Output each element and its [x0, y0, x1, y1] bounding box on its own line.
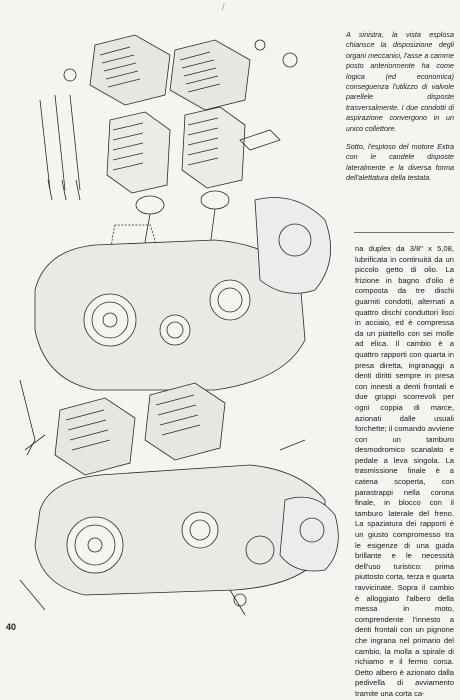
caption-paragraph-1: A sinistra, la vista esplosa chiarisce la disposizione degli organi meccanici, l'asse a camme posto anteriormente ha come logica (ed economica) conseguenza l'utilizzo di valvole parellele disposte trasversalmente. I due condotti di aspirazione convergono in un unico collettore.: [346, 30, 454, 133]
exploded-engine-bottom: [20, 383, 338, 615]
image-caption: [346, 30, 454, 192]
divider: [354, 232, 454, 233]
article-body-text: na duplex da 3/8" x 5,08, lubrificata in continuità da un piccolo getto di olio. La frizione in bagno d'olio è composta da tre dischi guarniti condotti, alternati a quattro dischi conduttori lisci in acciaio, ed è compressa da un piattello con sei molle ad elica. Il cambio è a quattro rapporti con quarta in presa diretta, ingranaggi a denti diritti sempre in presa con innesti a denti frontali e due gruppi scorrevoli per ogni coppia di marce, azionati dalle usuali forchette; il comando avviene con un tamburo desmodromico scanalato e pedale a leva singola. La trasmissione finale è a catena scoperta, con parastrappi nella corona finale, in blocco con il tamburo laterale del freno. La spaziatura dei rapporti è un giusto compromesso tra le esigenze di una guida brillante e le necessità dell'uso turistico: prima piuttosto corta, terza e quarta ravvicinate. Sopra il cambio è alloggiato l'albero della messa in moto, comprendente l'innesto a denti frontali con un pignone che ingrana nel primario del cambio, la molla a spirale di richiamo e il fermo corsa. Detto albero è azionato dalla pedivella di avviamento tramite una corta ca-: [355, 244, 454, 698]
page-number: 40: [6, 622, 17, 632]
top-mark: /: [222, 2, 225, 12]
caption-paragraph-2: Sotto, l'esploso del motore Extra con le candele disposte lateralmente e la diversa forma dell'alettatura della testata.: [346, 142, 454, 183]
